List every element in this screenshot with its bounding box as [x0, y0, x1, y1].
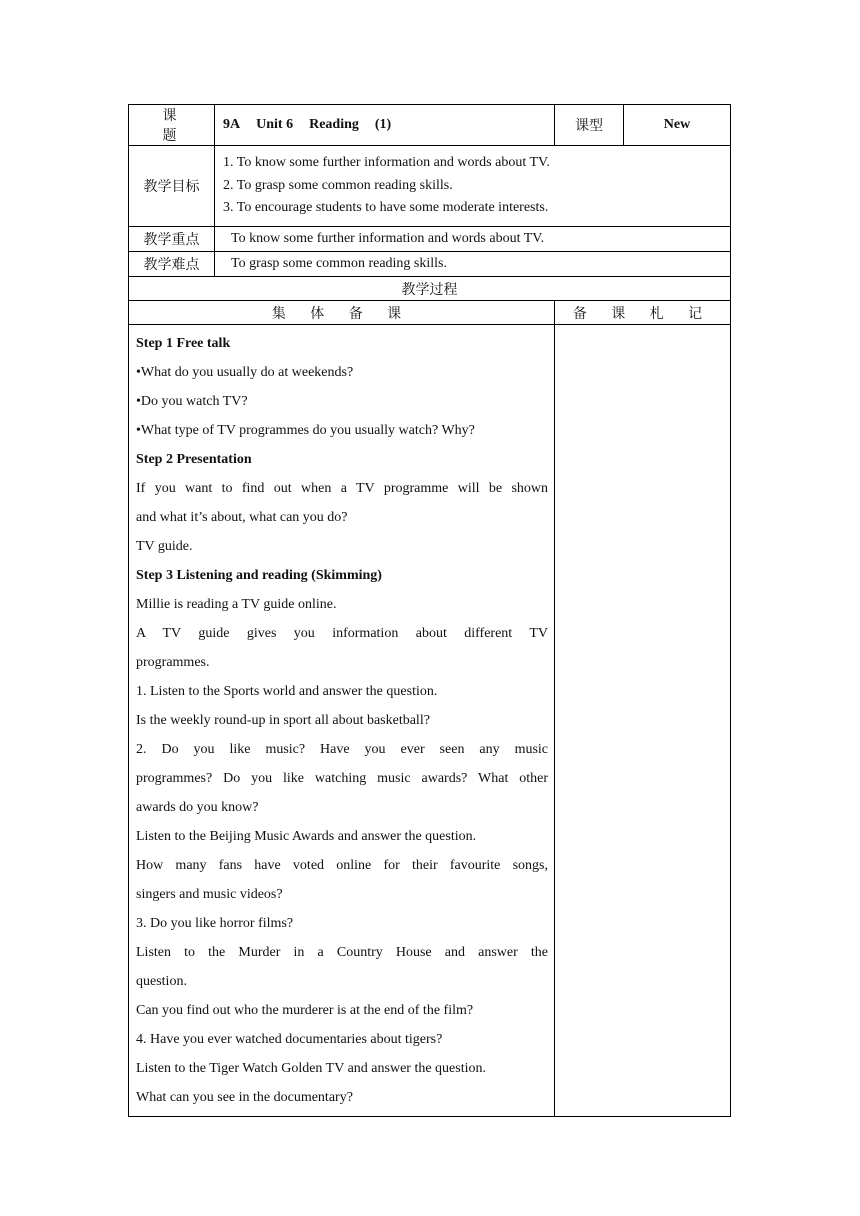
difficulties-label: 教学难点	[129, 252, 215, 277]
step3-line: A TV guide gives you information about different TV	[136, 626, 549, 641]
header-row	[129, 105, 731, 146]
step2-line: and what it’s about, what can you do?	[136, 510, 348, 525]
step3-line: programmes.	[136, 655, 210, 670]
step2-line: TV guide.	[136, 539, 193, 554]
question1-line: Is the weekly round-up in sport all about basketball?	[136, 713, 430, 728]
question2-line: 2. Do you like music? Have you ever seen any music	[136, 742, 549, 757]
question4-line: Listen to the Tiger Watch Golden TV and answer the question.	[136, 1061, 486, 1076]
type-value: New	[624, 105, 731, 146]
topic-label: 课题	[129, 105, 215, 146]
prep-notes-header: 备 课 札 记	[555, 301, 731, 325]
objectives-list	[215, 146, 731, 227]
question3-line: 3. Do you like horror films?	[136, 916, 294, 931]
question2-line: programmes? Do you like watching music awards? What other	[136, 771, 549, 786]
unit-label: Unit 6	[256, 117, 294, 132]
course-code: 9A	[223, 117, 241, 132]
step1-question: •What do you usually do at weekends?	[136, 365, 354, 380]
step1-question: •Do you watch TV?	[136, 394, 248, 409]
question2-line: singers and music videos?	[136, 887, 283, 902]
objective-item: 3. To encourage students to have some moderate interests.	[223, 200, 549, 216]
lesson-title	[215, 105, 555, 146]
question4-line: 4. Have you ever watched documentaries about tigers?	[136, 1032, 443, 1047]
lesson-name: Reading	[309, 117, 359, 132]
objective-item: 1. To know some further information and words about TV.	[223, 155, 550, 171]
question3-line: Listen to the Murder in a Country House and answer the	[136, 945, 549, 960]
type-label: 课型	[555, 105, 624, 146]
step2-title: Step 2 Presentation	[136, 452, 252, 467]
question2-line: awards do you know?	[136, 800, 259, 815]
lesson-plan-sheet	[128, 104, 730, 1117]
key-points-label: 教学重点	[129, 227, 215, 252]
step3-line: Millie is reading a TV guide online.	[136, 597, 337, 612]
objective-item: 2. To grasp some common reading skills.	[223, 177, 453, 193]
process-content-row	[129, 325, 731, 1117]
step1-question: •What type of TV programmes do you usually watch? Why?	[136, 423, 475, 438]
prep-notes-content	[555, 325, 731, 1117]
key-points-row	[129, 227, 731, 252]
question1-line: 1. Listen to the Sports world and answer the question.	[136, 684, 438, 699]
question2-line: How many fans have voted online for their favourite songs,	[136, 858, 549, 873]
difficulties-row	[129, 252, 731, 277]
step2-line: If you want to find out when a TV programme will be shown	[136, 481, 549, 496]
key-points-text: To know some further information and words about TV.	[215, 227, 731, 252]
question2-line: Listen to the Beijing Music Awards and answer the question.	[136, 829, 477, 844]
lesson-number: (1)	[374, 117, 392, 132]
collective-prep-header: 集 体 备 课	[129, 301, 555, 325]
process-title-row	[129, 277, 731, 301]
process-title: 教学过程	[129, 277, 731, 301]
lesson-plan-table	[128, 104, 731, 1117]
step3-title: Step 3 Listening and reading (Skimming)	[136, 568, 382, 583]
question3-line: question.	[136, 974, 187, 989]
question4-line: What can you see in the documentary?	[136, 1090, 353, 1105]
step1-title: Step 1 Free talk	[136, 336, 231, 351]
collective-prep-content	[129, 325, 555, 1117]
process-columns-row	[129, 301, 731, 325]
objectives-row	[129, 146, 731, 227]
difficulties-text: To grasp some common reading skills.	[215, 252, 731, 277]
objectives-label: 教学目标	[129, 146, 215, 227]
question3-line: Can you find out who the murderer is at the end of the film?	[136, 1003, 474, 1018]
